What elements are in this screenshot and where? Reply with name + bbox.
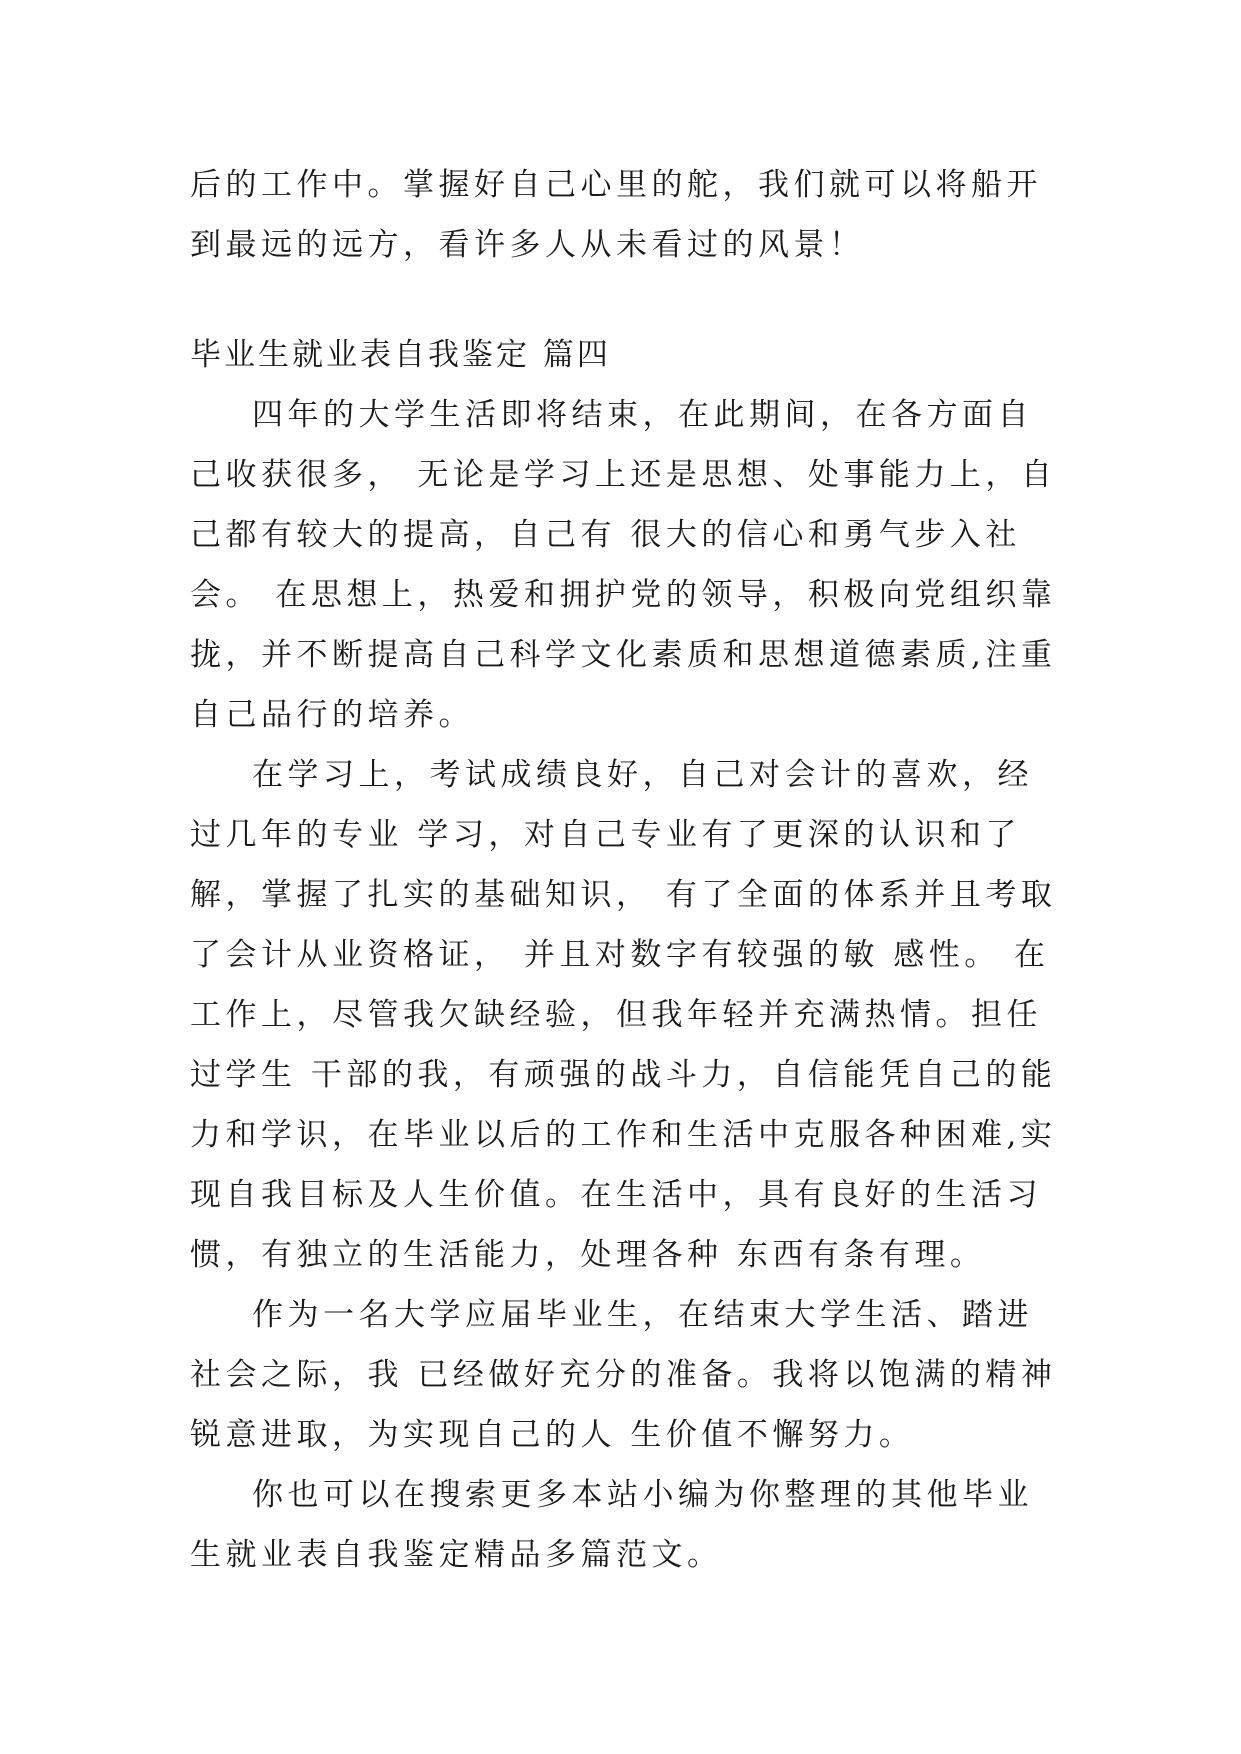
paragraph-study-work: 在学习上，考试成绩良好，自己对会计的喜欢，经过几年的专业 学习，对自己专业有了更深的认识和了解，掌握了扎实的基础知识， 有了全面的体系并且考取了会计从业资格证， 并且对数字有较强的敏 感性。 在工作上，尽管我欠缺经验，但我年轻并充满热情。担任过学生 干部的我，有顽强的战斗力，自信能凭自己的能力和学识，在毕业以后的工作和生活中克服各种困难,实现自我目标及人生价值。在生活中，具有良好的生活习惯，有独立的生活能力，处理各种 东西有条有理。 <box>190 757 1057 1273</box>
paragraph-thoughts: 四年的大学生活即将结束，在此期间，在各方面自己收获很多， 无论是学习上还是思想、处事能力上，自己都有较大的提高，自己有 很大的信心和勇气步入社会。 在思想上，热爱和拥护党的领导，积极向党组织靠拢，并不断提高自己科学文化素质和思想道德素质,注重自己品行的培养。 <box>190 397 1057 733</box>
paragraph-more-articles: 你也可以在搜索更多本站小编为你整理的其他毕业生就业表自我鉴定精品多篇范文。 <box>190 1477 1033 1573</box>
document-body <box>190 155 1060 1585</box>
continuation-paragraph: 后的工作中。掌握好自己心里的舵，我们就可以将船开到最远的远方，看许多人从未看过的风景！ <box>190 167 1042 263</box>
section-heading: 毕业生就业表自我鉴定 篇四 <box>190 337 611 373</box>
paragraph-graduate: 作为一名大学应届毕业生，在结束大学生活、踏进社会之际，我 已经做好充分的准备。我将以饱满的精神锐意进取，为实现自己的人 生价值不懈努力。 <box>190 1297 1057 1453</box>
